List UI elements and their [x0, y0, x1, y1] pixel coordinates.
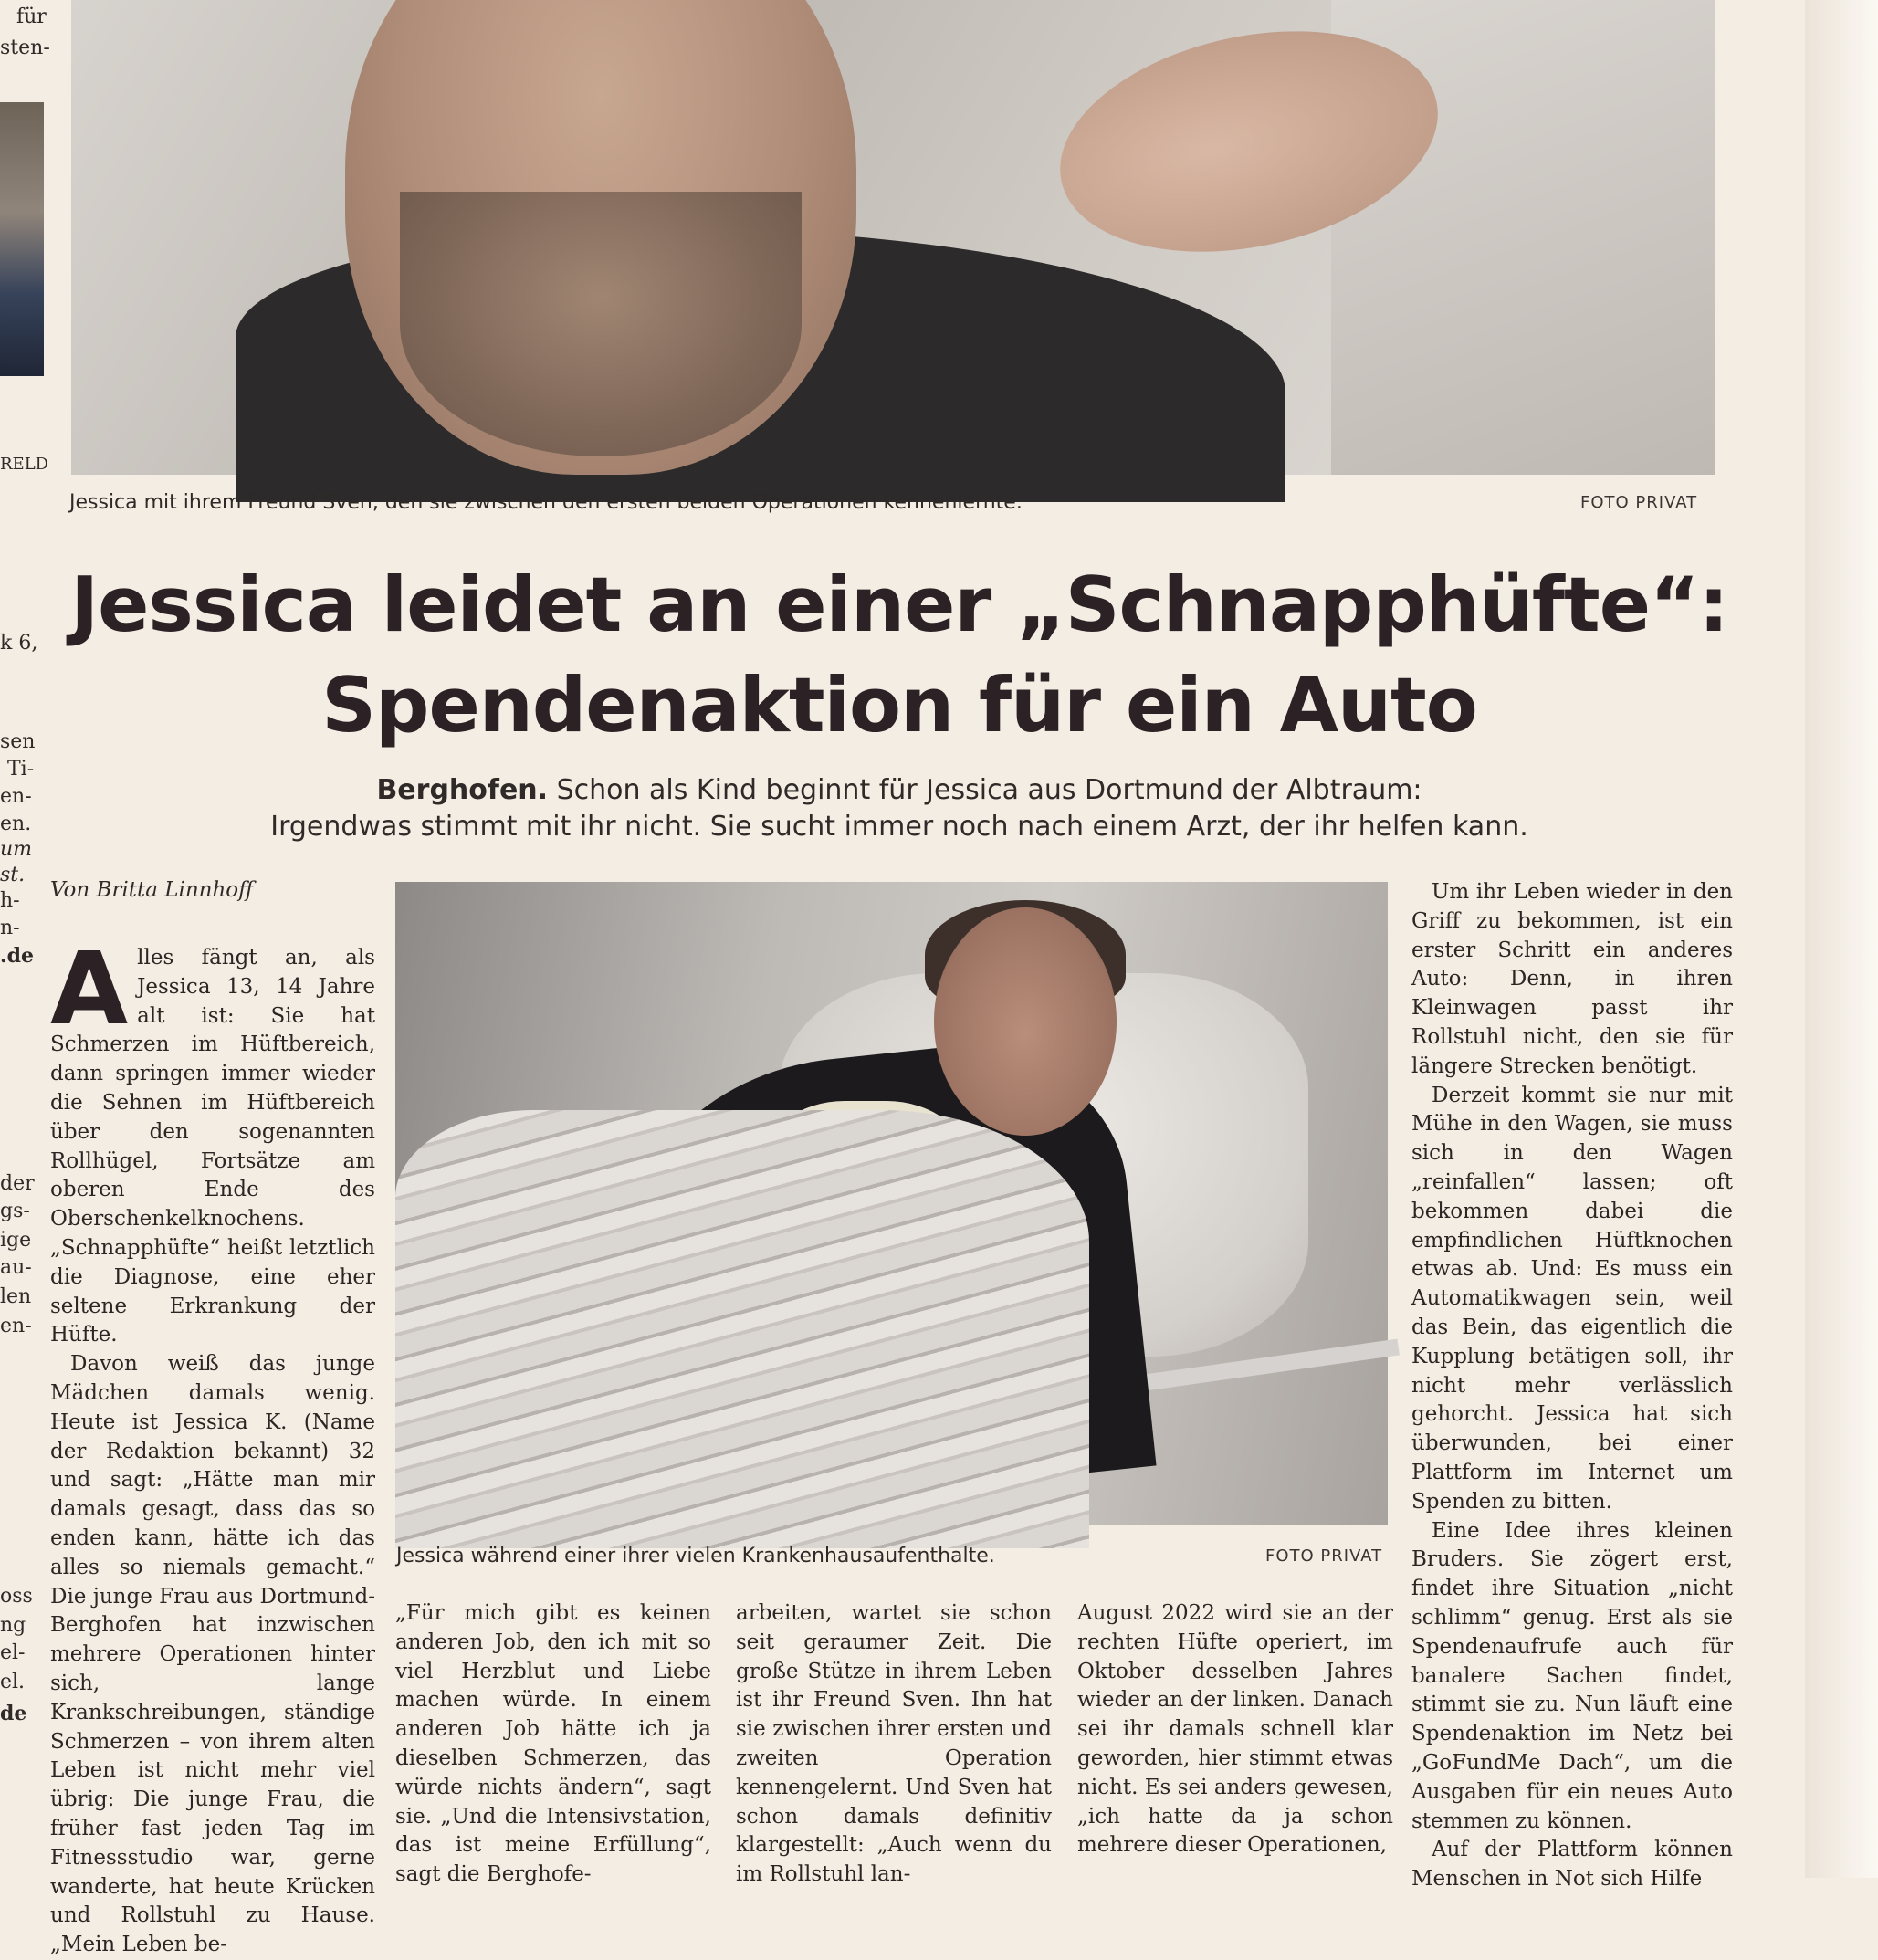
fragment: el. — [0, 1671, 26, 1693]
page-edge — [1805, 0, 1878, 1878]
drop-cap: A — [50, 930, 129, 1047]
fragment: len — [0, 1285, 32, 1308]
fragment: en- — [0, 1315, 32, 1337]
fragment: RELD — [0, 455, 49, 474]
hospital-photo-caption: Jessica während einer ihrer vielen Krankenhausaufenthalte. — [396, 1545, 995, 1567]
column-5-paragraph-2: Derzeit kommt sie nur mit Mühe in den Wagen, sie muss sich in den Wagen „reinfallen“ lassen; oft bekommen dabei die empfindlichen Hüftknochen etwas ab. Und: Es muss ein Automatikwagen sein, weil das Bein, das eigentlich die Kupplung betätigen soll, ihr nicht mehr verlässlich gehorcht. Jessica hat sich überwunden, bei einer Plattform im Internet um Spenden zu bitten. — [1411, 1083, 1733, 1514]
top-photo-credit: FOTO PRIVAT — [1580, 493, 1698, 512]
teaser-line-2: Irgendwas stimmt mit ihr nicht. Sie sucht immer noch nach einem Arzt, der ihr helfen kann. — [270, 811, 1528, 843]
byline: Von Britta Linnhoff — [50, 878, 254, 902]
fragment: el- — [0, 1641, 26, 1664]
column-5-paragraph-3: Eine Idee ihres kleinen Bruders. Sie zögert erst, findet ihre Situation „nicht schlimm“ genug. Erst als sie Spendenaufrufe auch für banalere Sachen findet, stimmt sie zu. Nun läuft eine Spendenaktion im Netz bei „GoFundMe Dach“, um die Ausgaben für ein neues Auto stemmen zu können. — [1411, 1518, 1733, 1833]
headline — [64, 555, 1735, 756]
article-column-4 — [1077, 1599, 1393, 1873]
teaser — [91, 772, 1707, 845]
neighbor-photo — [0, 102, 44, 376]
fragment: sen — [0, 730, 36, 753]
neighbor-column-fragment — [0, 0, 50, 1878]
column-3-text: arbeiten, wartet sie schon seit geraumer Zeit. Die große Stütze in ihrem Leben ist ihr Freund Sven. Ihn hat sie zwischen ihrer ersten und zweiten Operation kennengelernt. Und Sven hat schon damals definitiv klargestellt: „Auch wenn du im Rollstuhl lan- — [736, 1601, 1052, 1887]
top-photo-caption: Jessica mit ihrem Freund Sven, den sie zwischen den ersten beiden Operationen kennenlernte. — [69, 491, 1023, 514]
teaser-line-1: Schon als Kind beginnt für Jessica aus Dortmund der Albtraum: — [556, 774, 1422, 806]
fragment: für — [16, 5, 47, 28]
column-1-paragraph-1: lles fängt an, als Jessica 13, 14 Jahre alt ist: Sie hat Schmerzen im Hüftbereich, dann springen immer wieder die Sehnen im Hüftbereich über den sogenannten Rollhügel, Fortsätze am oberen Ende des Oberschenkelknochens. „Schnapphüfte“ heißt letztlich die Diagnose, eine eher seltene Erkrankung der Hüfte. — [50, 946, 375, 1347]
article-column-2 — [395, 1599, 711, 1887]
column-5-paragraph-4: Auf der Plattform können Menschen in Not sich Hilfe — [1411, 1838, 1733, 1892]
hospital-photo — [395, 882, 1388, 1525]
headline-line-1: Jessica leidet an einer „Schnapphüfte“: — [70, 561, 1728, 649]
top-photo — [71, 0, 1690, 475]
fragment: ng — [0, 1614, 26, 1637]
fragment: oss — [0, 1585, 33, 1608]
hospital-photo-credit: FOTO PRIVAT — [1265, 1546, 1383, 1566]
fragment: st. — [0, 864, 26, 886]
fragment: Ti- — [7, 758, 35, 781]
article-column-1 — [50, 930, 376, 1960]
column-2-text: „Für mich gibt es keinen anderen Job, den ich mit so viel Herzblut und Liebe machen würde. In einem anderen Job hätte ich ja dieselben Schmerzen, das würde nichts ändern“, sagt sie. „Und die Intensivstation, das ist meine Erfüllung“, sagt die Berghofe- — [395, 1601, 711, 1887]
fragment: au- — [0, 1256, 32, 1279]
fragment: en- — [0, 785, 32, 808]
article-column-5 — [1411, 878, 1733, 1892]
fragment: gs- — [0, 1200, 30, 1222]
fragment: .de — [0, 944, 35, 968]
fragment: h- — [0, 889, 20, 912]
fragment: um — [0, 838, 33, 861]
headline-line-2: Spendenaktion für ein Auto — [321, 661, 1477, 749]
article-column-3 — [736, 1599, 1052, 1887]
fragment: der — [0, 1172, 35, 1195]
fragment: de — [0, 1702, 27, 1725]
fragment: k 6, — [0, 632, 38, 655]
column-1-paragraph-2: Davon weiß das junge Mädchen damals wenig. Heute ist Jessica K. (Name der Redaktion bekannt) 32 und sagt: „Hätte man mir damals gesagt, dass das so enden kann, hätte ich das alles so niemals gemacht.“ Die junge Frau aus Dortmund-Berghofen hat inzwischen mehrere Operationen hinter sich, lange Krankschreibungen, ständige Schmerzen – von ihrem alten Leben ist nicht mehr viel übrig: Die junge Frau, die früher fast jeden Tag im Fitnessstudio war, gerne wanderte, hat heute Krücken und Rollstuhl zu Hause. „Mein Leben be- — [50, 1352, 376, 1957]
column-4-text: August 2022 wird sie an der rechten Hüfte operiert, im Oktober desselben Jahres wieder an der linken. Danach sei ihr damals schnell klar geworden, hier stimmt etwas nicht. Es sei anders gewesen, „ich hatte da ja schon mehrere dieser Operationen, — [1077, 1601, 1393, 1858]
fragment: n- — [0, 917, 20, 939]
column-5-paragraph-1: Um ihr Leben wieder in den Griff zu bekommen, ist ein erster Schritt ein anderes Auto: Denn, in ihren Kleinwagen passt ihr Rollstuhl nicht, den sie für längere Strecken benötigt. — [1411, 880, 1733, 1078]
fragment: en. — [0, 812, 32, 835]
fragment: sten- — [0, 37, 50, 59]
fragment: ige — [0, 1229, 32, 1252]
teaser-place: Berghofen. — [376, 774, 549, 806]
